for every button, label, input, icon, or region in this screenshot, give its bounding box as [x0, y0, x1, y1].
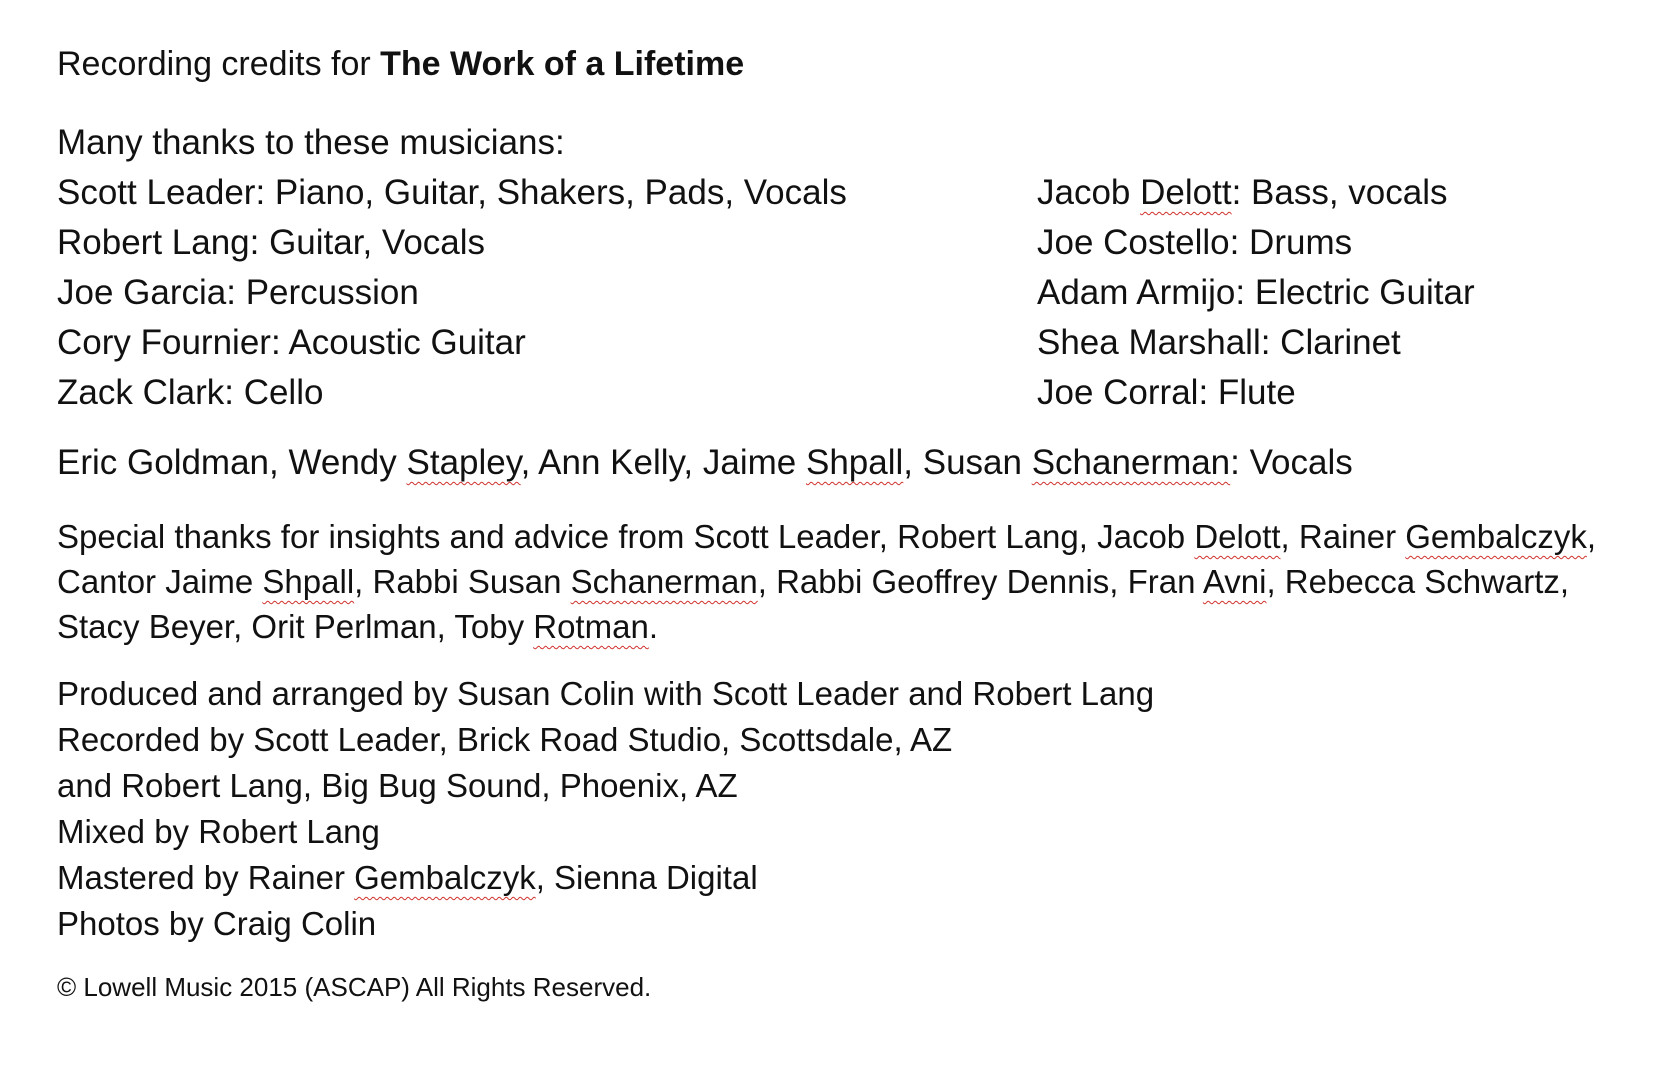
paragraph-line: [57, 559, 1647, 604]
musician-text: : Bass, vocals: [1231, 173, 1448, 212]
production-line: Produced and arranged by Susan Colin with Scott Leader and Robert Lang: [57, 675, 1155, 712]
musician-row: Shea Marshall: Clarinet: [1037, 323, 1401, 362]
musicians-left-column: [57, 168, 1037, 418]
production-line: Photos by Craig Colin: [57, 905, 377, 942]
text-segment: ,: [1586, 518, 1596, 555]
text-segment: , Rebecca Schwartz,: [1266, 563, 1570, 600]
spellcheck-flagged-word: Schanerman: [570, 563, 758, 600]
spellcheck-flagged-word: Shpall: [262, 563, 355, 600]
musician-row: Adam Armijo: Electric Guitar: [1037, 273, 1475, 312]
musician-row: Zack Clark: Cello: [57, 373, 324, 412]
production-line: and Robert Lang, Big Bug Sound, Phoenix, AZ: [57, 767, 738, 804]
special-thanks-paragraph: [57, 514, 1647, 649]
musician-row: [1037, 168, 1647, 218]
production-line: Mixed by Robert Lang: [57, 813, 380, 850]
production-line: [57, 855, 1647, 901]
musician-row: Joe Garcia: Percussion: [57, 273, 419, 312]
text-segment: , Ann Kelly, Jaime: [520, 443, 806, 482]
spellcheck-flagged-word: Stapley: [406, 443, 521, 482]
spellcheck-flagged-word: Shpall: [805, 443, 904, 482]
text-segment: , Susan: [903, 443, 1032, 482]
text-segment: Eric Goldman, Wendy: [57, 443, 407, 482]
musician-row: Joe Corral: Flute: [1037, 373, 1296, 412]
musicians-intro: Many thanks to these musicians:: [57, 123, 565, 162]
text-segment: , Rabbi Susan: [354, 563, 571, 600]
text-segment: , Rainer: [1280, 518, 1406, 555]
vocalists-line: [57, 438, 1647, 488]
musicians-list: [57, 168, 1647, 418]
musician-text: Jacob: [1037, 173, 1141, 212]
paragraph-line: [57, 604, 1647, 649]
text-segment: : Vocals: [1230, 443, 1353, 482]
spellcheck-flagged-word: Gembalczyk: [354, 859, 536, 896]
text-segment: , Sienna Digital: [535, 859, 758, 896]
production-line: Recorded by Scott Leader, Brick Road Studio, Scottsdale, AZ: [57, 721, 953, 758]
spellcheck-flagged-word: Gembalczyk: [1405, 518, 1587, 555]
paragraph-line: [57, 514, 1647, 559]
copyright-notice: © Lowell Music 2015 (ASCAP) All Rights Reserved.: [57, 972, 652, 1002]
spellcheck-flagged-word: Delott: [1140, 173, 1232, 212]
musician-row: Joe Costello: Drums: [1037, 223, 1353, 262]
spellcheck-flagged-word: Delott: [1194, 518, 1281, 555]
spellcheck-flagged-word: Avni: [1202, 563, 1267, 600]
text-segment: Special thanks for insights and advice from Scott Leader, Robert Lang, Jacob: [57, 518, 1195, 555]
musicians-right-column: [1037, 168, 1647, 418]
text-segment: Cantor Jaime: [57, 563, 263, 600]
spellcheck-flagged-word: Rotman: [533, 608, 649, 645]
document-title: [57, 40, 1647, 88]
musician-row: Robert Lang: Guitar, Vocals: [57, 223, 486, 262]
musician-row: Scott Leader: Piano, Guitar, Shakers, Pads, Vocals: [57, 173, 847, 212]
text-segment: Mastered by Rainer: [57, 859, 355, 896]
spellcheck-flagged-word: Schanerman: [1031, 443, 1231, 482]
title-prefix: Recording credits for: [57, 45, 381, 83]
production-credits: [57, 671, 1647, 947]
text-segment: , Rabbi Geoffrey Dennis, Fran: [757, 563, 1203, 600]
musician-row: Cory Fournier: Acoustic Guitar: [57, 323, 526, 362]
text-segment: .: [648, 608, 658, 645]
text-segment: Stacy Beyer, Orit Perlman, Toby: [57, 608, 534, 645]
album-title: The Work of a Lifetime: [380, 45, 745, 83]
credits-document: [57, 40, 1647, 1005]
